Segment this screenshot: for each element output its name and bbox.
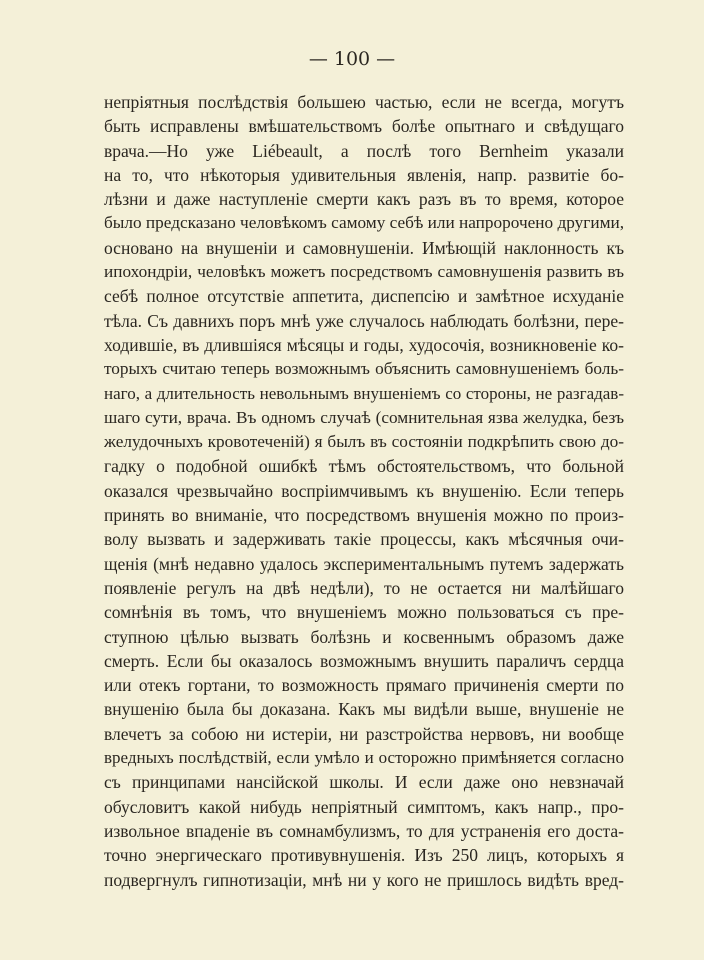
text-line: щенія (мнѣ недавно удалось экспериментальнымъ путемъ задержать: [104, 553, 624, 574]
text-line: влечетъ за собою ни истеріи, ни разстройства нервовъ, ни вообще: [104, 723, 624, 744]
text-line: извольное впаденіе въ сомнамбулизмъ, то для устраненія его доста-: [104, 820, 624, 841]
text-line: тѣла. Съ давнихъ поръ мнѣ уже случалось наблюдать болѣзни, пере-: [104, 310, 624, 331]
text-line: подвергнулъ гипнотизаціи, мнѣ ни у кого не пришлось видѣть вред-: [104, 869, 624, 890]
text-line: появленіе регулъ на двѣ недѣли), то не остается ни малѣйшаго: [104, 577, 624, 598]
text-line: оказался чрезвычайно воспріимчивымъ къ внушенію. Если теперь: [104, 480, 624, 501]
text-line: непріятныя послѣдствія большею частью, если не всегда, могутъ: [104, 92, 624, 112]
text-line: гадку о подобной ошибкѣ тѣмъ обстоятельствомъ, что больной: [104, 456, 624, 477]
text-line: вредныхъ послѣдствій, если умѣло и осторожно примѣняется согласно: [104, 748, 624, 768]
text-line: принять во вниманіе, что посредствомъ внушенія можно по произ-: [104, 505, 624, 526]
text-line: ипохондріи, человѣкъ можетъ посредствомъ самовнушенія развить въ: [104, 262, 624, 282]
text-line: внушенію была бы доказана. Какъ мы видѣли выше, внушеніе не: [104, 699, 624, 720]
text-line: шаго сути, врача. Въ одномъ случаѣ (сомнительная язва желудка, безъ: [104, 407, 624, 427]
text-line: основано на внушеніи и самовнушеніи. Имѣющій наклонность къ: [104, 237, 624, 258]
text-line: желудочныхъ кровотеченій) я былъ въ состояніи подкрѣпить свою до-: [104, 432, 624, 452]
text-line: лѣзни и даже наступленіе смерти какъ разъ въ то время, которое: [104, 189, 624, 210]
text-line: себѣ полное отсутствіе аппетита, диспепсію и замѣтное исхуданіе: [104, 286, 624, 307]
text-line: или отекъ гортани, то возможность прямаго причиненія смерти по: [104, 675, 624, 696]
text-line: волу вызвать и задерживать такіе процессы, какъ мѣсячныя очи-: [104, 529, 624, 550]
body-text: [104, 90, 624, 892]
text-line: было предсказано человѣкомъ самому себѣ или напророчено другими,: [104, 213, 624, 233]
text-line: наго, а длительность невольнымъ внушеніемъ со стороны, не разгадав-: [104, 383, 624, 403]
text-line: смерть. Если бы оказалось возможнымъ внушить параличъ сердца: [104, 650, 624, 671]
text-line: точно энергическаго противувнушенія. Изъ 250 лицъ, которыхъ я: [104, 845, 624, 866]
text-line: на то, что нѣкоторыя удивительныя явленія, напр. развитіе бо-: [104, 164, 624, 185]
page-number: — 100 —: [308, 48, 396, 70]
text-line: ступною цѣлью вызвать болѣзнь и косвеннымъ образомъ даже: [104, 626, 624, 647]
text-line: сомнѣнія въ томъ, что внушеніемъ можно пользоваться съ пре-: [104, 602, 624, 623]
text-line: быть исправлены вмѣшательствомъ болѣе опытнаго и свѣдущаго: [104, 116, 624, 137]
text-line: торыхъ считаю теперь возможнымъ объяснить самовнушеніемъ боль-: [104, 359, 624, 379]
text-line: врача.—Но уже Liébeault, а послѣ того Bernheim указали: [104, 140, 624, 161]
text-line: обусловитъ какой нибудь непріятный симптомъ, какъ напр., про-: [104, 796, 624, 817]
text-line: съ принципами нансійской школы. И если даже оно невзначай: [104, 772, 624, 793]
text-line: ходившіе, въ длившіяся мѣсяцы и годы, худосочія, возникновеніе ко-: [104, 334, 624, 355]
